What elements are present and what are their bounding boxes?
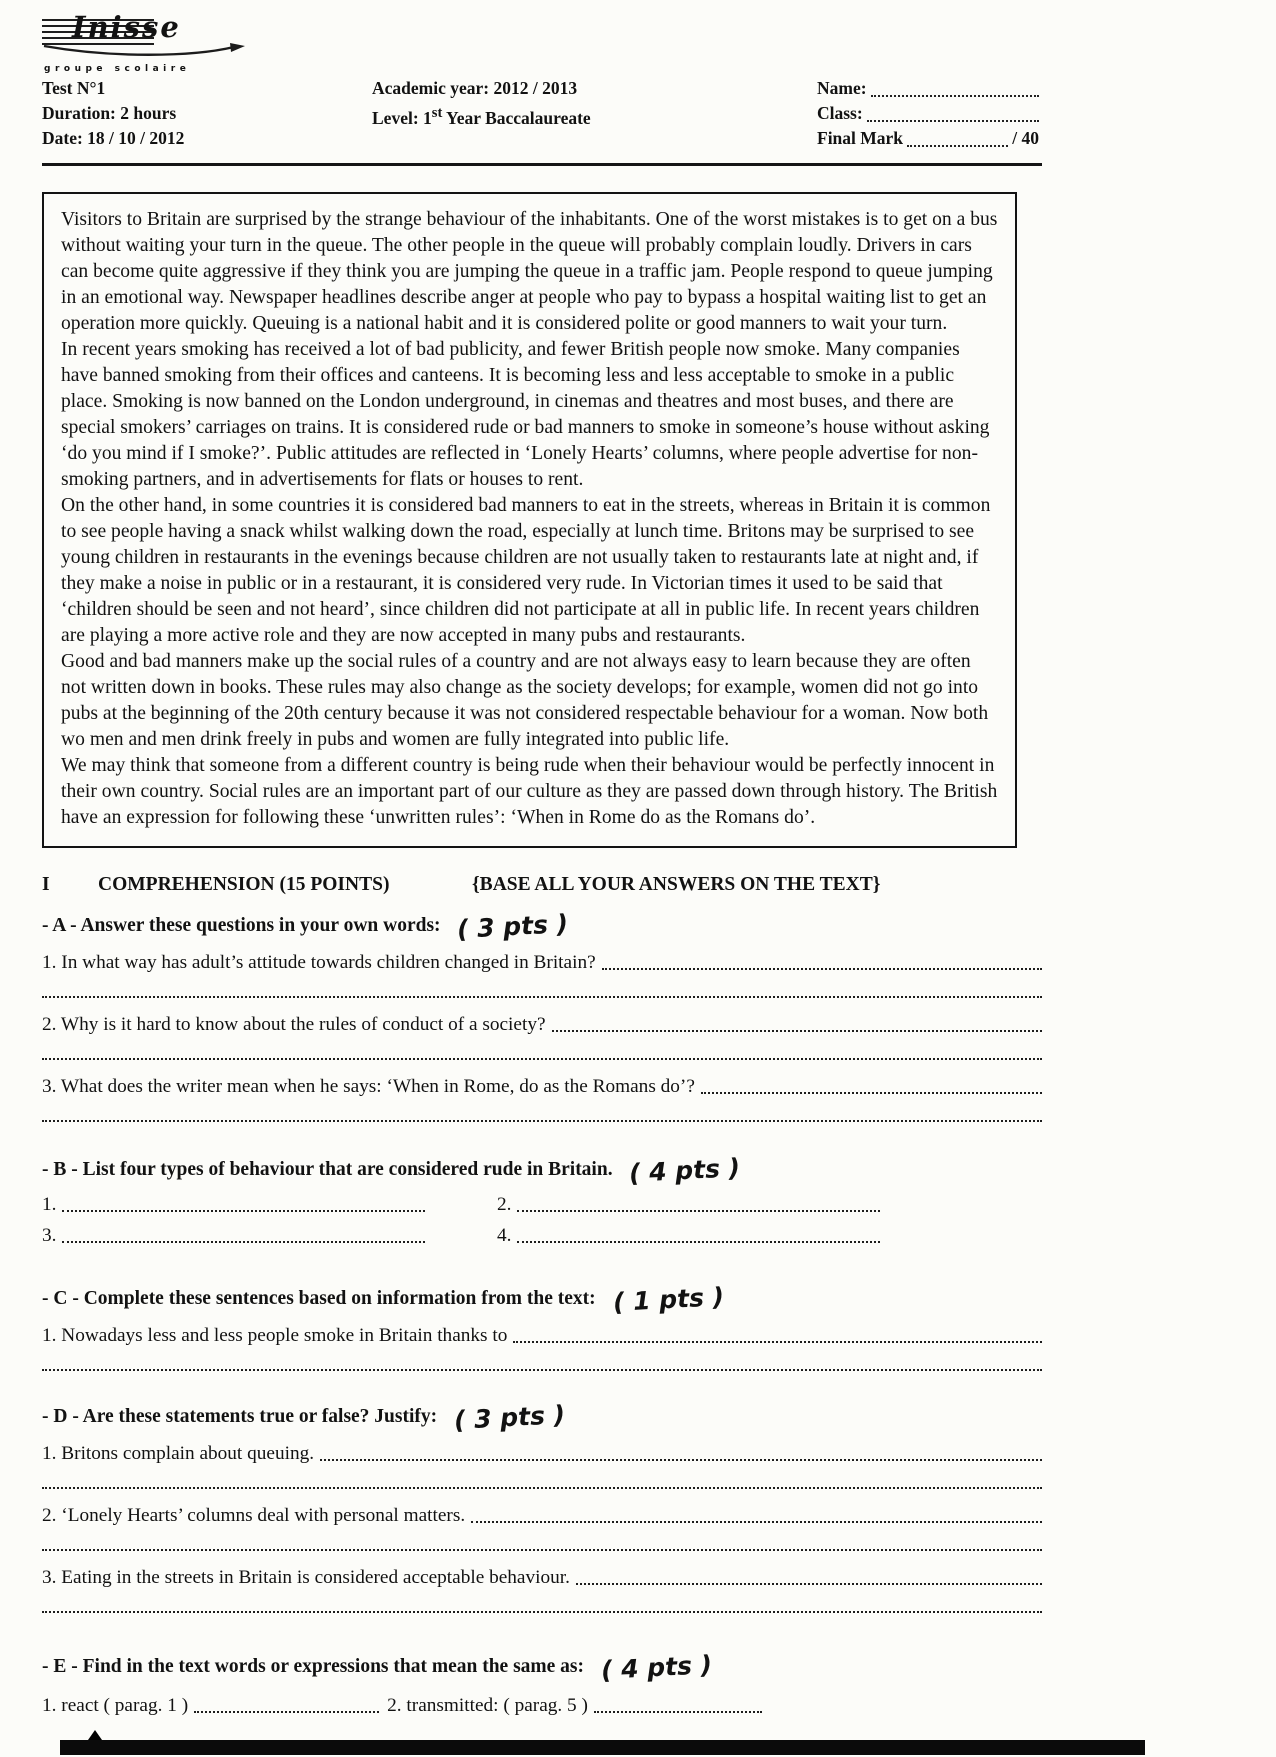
test-number: Test N°1 [42,78,106,98]
item-number: 3. [42,1225,57,1246]
answer-dotted-line [42,1599,1042,1613]
passage-paragraph: Good and bad manners make up the social rules of a country and are not always easy to learn because they are often not written down in books. These rules may also change as the society develops; for example, women did not go into pubs at the beginning of the 20th century because it was not considered respectable behaviour for a woman. Now both wo men and men drink freely in pubs and women are fully integrated into public life. [61,651,989,750]
answer-dotted-line [513,1325,1042,1343]
list-row [42,1194,880,1216]
class-field [817,101,1039,126]
question-row [42,1014,1042,1036]
question-text: 2. Why is it hard to know about the rules of conduct of a society? [42,1014,546,1035]
answer-dotted-line [552,1014,1042,1032]
academic-year: Academic year: 2012 / 2013 [372,78,578,98]
statement-text: 3. Eating in the streets in Britain is considered acceptable behaviour. [42,1567,570,1588]
name-label: Name: [817,78,867,98]
question-text: 1. Nowadays less and less people smoke in Britain thanks to [42,1325,508,1346]
header-right [817,76,1039,151]
section-c-title-row [42,1282,1042,1317]
statement-row [42,1443,1042,1465]
answer-dotted-line [907,145,1008,147]
answer-dotted-line [602,952,1042,970]
item-number: 1. [42,1194,57,1215]
item-number: 2. [497,1194,512,1215]
question-row [42,1076,1042,1098]
comprehension-heading [42,874,1042,896]
section-c-points-handwritten: ( 1 pts ) [611,1282,725,1317]
logo-swoosh-icon [42,40,247,60]
comprehension-title: COMPREHENSION (15 POINTS) [98,874,390,895]
section-d-title-row [42,1400,1042,1435]
logo-script-text: Inisse [72,10,181,44]
answer-dotted-line [871,95,1039,97]
header-columns [42,76,1042,151]
final-mark-label: Final Mark [817,128,904,148]
level-rest: Year Baccalaureate [442,107,591,128]
vocab-item: 1. react ( parag. 1 ) [42,1695,189,1716]
section-a [42,909,1042,1122]
section-c [42,1282,1042,1371]
logo-subtitle: groupe scolaire [44,64,191,74]
level [372,101,817,131]
section-e-title: - E - Find in the text words or expressions that mean the same as: [42,1656,585,1677]
answer-dotted-line [576,1567,1042,1585]
answer-dotted-line [42,1046,1042,1060]
answer-dotted-line [42,1357,1042,1371]
question-row [42,1325,1042,1347]
answer-dotted-line [62,1225,425,1243]
list-item [497,1194,880,1216]
answer-dotted-line [701,1076,1042,1094]
section-b-title: - B - List four types of behaviour that are considered rude in Britain. [42,1159,613,1180]
answer-dotted-line [594,1695,762,1713]
statement-text: 1. Britons complain about queuing. [42,1443,315,1464]
level-prefix: Level: 1 [372,107,432,128]
school-logo [42,12,252,72]
passage-paragraph: Visitors to Britain are surprised by the strange behaviour of the inhabitants. One of the worst mistakes is to get on a bus without waiting your turn in the queue. The other people in the queue will probably complain loudly. Drivers in cars can become quite aggressive if they think you are jumping the queue in a traffic jam. People respond to queue jumping in an emotional way. Newspaper headlines describe anger at people who pay to bypass a hospital waiting list to get an operation more quickly. Queuing is a national habit and it is considered polite or good manners to wait your turn. [61,209,998,334]
date: Date: 18 / 10 / 2012 [42,128,185,148]
section-e-points-handwritten: ( 4 pts ) [600,1650,713,1685]
passage-paragraph: In recent years smoking has received a lot of bad publicity, and fewer British people now smoke. Many companies have banned smoking from their offices and canteens. It is becoming less and less acceptable to smoke in a public place. Smoking is now banned on the London underground, in cinemas and theatres and most buses, and there are special smokers’ carriages on trains. It is considered rude or bad manners to smoke in someone’s house without asking ‘do you mind if I smoke?’. Public attitudes are reflected in ‘Lonely Hearts’ columns, where people advertise for non-smoking partners, and in advertisements for flats or houses to rent. [61,339,990,490]
section-e-title-row [42,1650,1042,1685]
answer-dotted-line [320,1443,1042,1461]
section-b-title-row [42,1153,1042,1188]
list-item [42,1225,425,1247]
section-a-points-handwritten: ( 3 pts ) [456,909,570,944]
section-e [42,1650,1042,1717]
answer-dotted-line [42,1108,1042,1122]
scan-artifact-band [60,1740,1145,1755]
section-d-points-handwritten: ( 3 pts ) [453,1400,566,1435]
final-mark-field [817,126,1039,151]
answer-dotted-line [867,120,1039,122]
level-ordinal: st [431,105,443,121]
section-d-title: - D - Are these statements true or false? Justify: [42,1406,438,1427]
comprehension-note: {BASE ALL YOUR ANSWERS ON THE TEXT} [472,874,881,895]
answer-dotted-line [194,1695,379,1713]
answer-dotted-line [42,1537,1042,1551]
passage-paragraph: We may think that someone from a different country is being rude when their behaviour would be perfectly innocent in their own country. Social rules are an important part of our culture as they are passed down through history. The British have an expression for following these ‘unwritten rules’: ‘When in Rome do as the Romans do’. [61,755,998,828]
section-b-points-handwritten: ( 4 pts ) [628,1153,742,1188]
statement-row [42,1505,1042,1527]
question-text: 3. What does the writer mean when he says: ‘When in Rome, do as the Romans do’? [42,1076,695,1097]
header-center [372,76,817,151]
statement-text: 2. ‘Lonely Hearts’ columns deal with personal matters. [42,1505,466,1526]
header-left [42,76,372,151]
question-text: 1. In what way has adult’s attitude towards children changed in Britain? [42,952,596,973]
vocab-item: 2. transmitted: ( parag. 5 ) [387,1695,588,1716]
list-row [42,1225,880,1247]
section-a-title-row [42,909,1042,944]
answer-dotted-line [517,1194,880,1212]
answer-dotted-line [42,1475,1042,1489]
answer-dotted-line [471,1505,1042,1523]
final-mark-total: / 40 [1012,128,1039,148]
section-b [42,1153,1042,1247]
list-item [42,1194,425,1216]
section-numeral: I [42,874,50,895]
section-a-title: - A - Answer these questions in your own words: [42,915,441,936]
duration: Duration: 2 hours [42,103,177,123]
header-divider [42,163,1042,166]
answer-dotted-line [42,984,1042,998]
exam-page [42,0,1042,1717]
vocabulary-row [42,1695,887,1717]
list-item [497,1225,880,1247]
header [42,12,1042,151]
class-label: Class: [817,103,863,123]
answer-dotted-line [517,1225,880,1243]
answer-dotted-line [62,1194,425,1212]
statement-row [42,1567,1042,1589]
scan-artifact-notch [88,1730,102,1740]
question-row [42,952,1042,974]
passage-paragraph: On the other hand, in some countries it is considered bad manners to eat in the streets, whereas in Britain it is common to see people having a snack whilst walking down the road, especially at lunch time. Britons may be surprised to see young children in restaurants in the evenings because children are not usually taken to restaurants late at night and, if they make a noise in public or in a restaurant, it is considered very rude. In Victorian times it used to be said that ‘children should be seen and not heard’, since children did not participate at all in public life. In recent years children are playing a more active role and they are now accepted in many pubs and restaurants. [61,495,991,646]
name-field [817,76,1039,101]
section-c-title: - C - Complete these sentences based on information from the text: [42,1288,596,1309]
item-number: 4. [497,1225,512,1246]
section-d [42,1400,1042,1613]
reading-passage-box [42,192,1017,848]
